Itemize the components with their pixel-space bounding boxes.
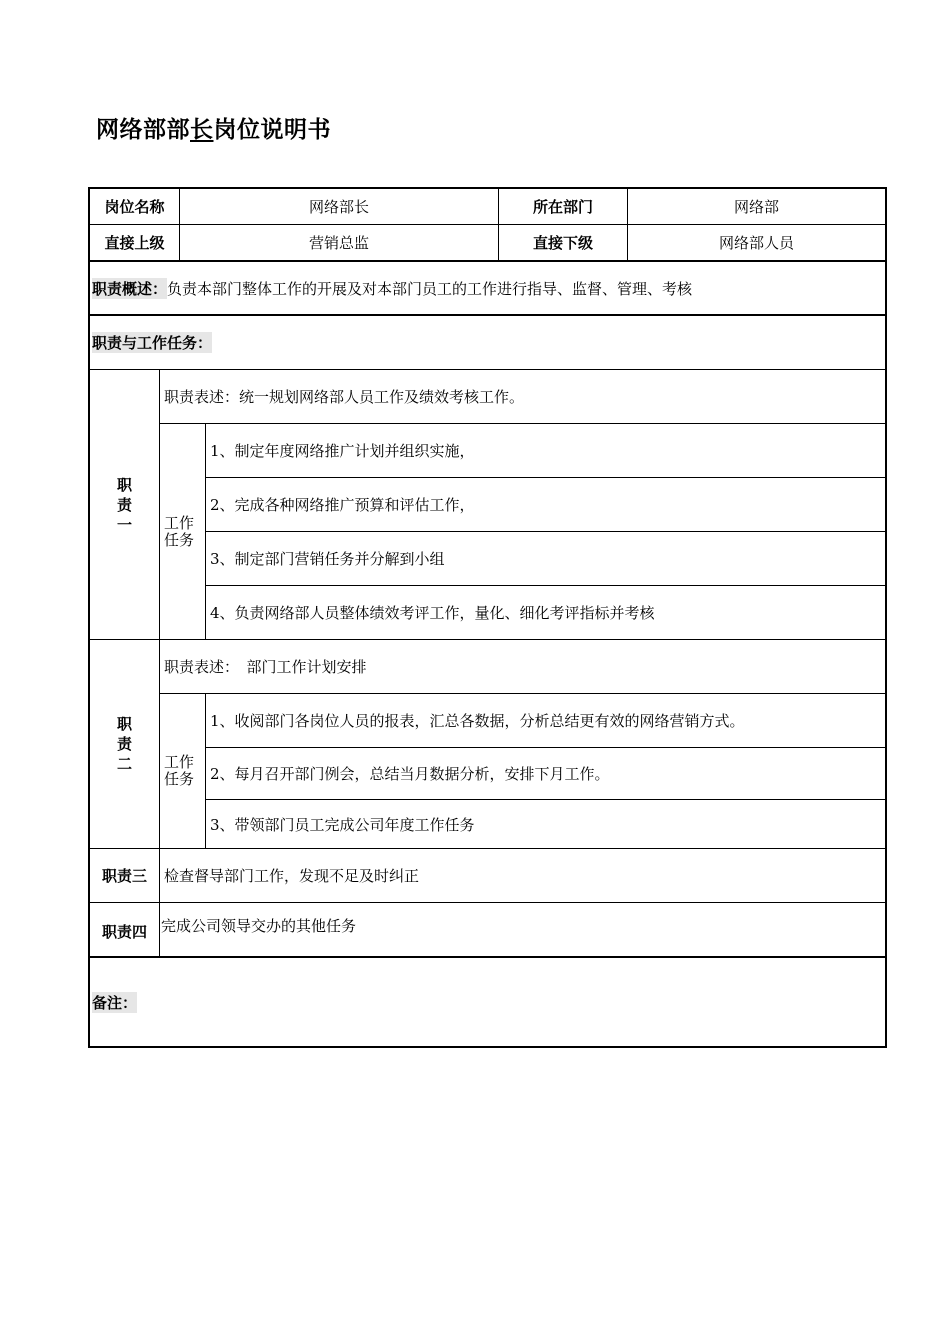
duty1-label-char: 责	[116, 495, 132, 514]
title-part1: 网络部部	[96, 117, 190, 143]
task-label-line: 工作	[164, 513, 195, 532]
duty1-description: 职责表述：统一规划网络部人员工作及绩效考核工作。	[164, 388, 525, 406]
title-part3: 岗位说明书	[213, 117, 331, 143]
duty2-task-label	[160, 694, 205, 848]
duty2-label-char: 责	[116, 735, 132, 753]
task-label-line: 工作	[164, 753, 195, 771]
department-label: 所在部门	[532, 198, 593, 216]
overview-label: 职责概述：	[92, 279, 168, 298]
duty2-task: 1、收阅部门各岗位人员的报表，汇总各数据，分析总结更有效的网络营销方式。	[210, 712, 745, 730]
duty1-task: 4、负责网络部人员整体绩效考评工作，量化、细化考评指标并考核	[210, 604, 655, 622]
task-label-line: 任务	[164, 530, 195, 549]
overview-text: 负责本部门整体工作的开展及对本部门员工的工作进行指导、监督、管理、考核	[167, 279, 693, 298]
duty3-label: 职责三	[101, 867, 147, 885]
duty1-task-label	[160, 424, 205, 639]
job-description-table	[88, 187, 887, 1048]
duties-header: 职责与工作任务：	[92, 334, 213, 352]
page-title	[96, 111, 331, 144]
duty2-task: 3、带领部门员工完成公司年度工作任务	[210, 815, 475, 834]
superior-label: 直接上级	[104, 234, 165, 252]
duty1-task: 1、制定年度网络推广计划并组织实施，	[210, 442, 475, 460]
position-value: 网络部长	[308, 198, 369, 216]
duty3-text: 检查督导部门工作，发现不足及时纠正	[164, 867, 420, 885]
duty1-label-char: 一	[116, 515, 132, 534]
position-label: 岗位名称	[104, 198, 165, 216]
duty1-task: 2、完成各种网络推广预算和评估工作，	[210, 496, 475, 514]
duty1-label-char: 职	[116, 475, 132, 494]
duty4-text: 完成公司领导交办的其他任务	[161, 917, 357, 935]
duty2-description: 职责表述： 部门工作计划安排	[164, 658, 367, 676]
superior-value: 营销总监	[308, 234, 369, 252]
subordinate-value: 网络部人员	[718, 234, 794, 252]
duty2-label-char: 职	[116, 715, 132, 733]
remarks-row	[92, 958, 885, 1046]
title-underlined-part: 长	[190, 117, 214, 143]
duty1-label	[90, 370, 159, 639]
subordinate-label: 直接下级	[532, 234, 593, 252]
duty2-task: 2、每月召开部门例会，总结当月数据分析，安排下月工作。	[210, 765, 610, 783]
overview-row	[92, 262, 885, 314]
task-label-line: 任务	[164, 770, 195, 788]
duty4-label: 职责四	[101, 923, 147, 941]
duties-header-row	[92, 316, 885, 369]
duty2-label	[90, 640, 159, 848]
remarks-label: 备注：	[92, 993, 138, 1012]
department-value: 网络部	[733, 198, 779, 216]
duty2-label-char: 二	[116, 755, 132, 773]
duty1-task: 3、制定部门营销任务并分解到小组	[210, 550, 445, 568]
